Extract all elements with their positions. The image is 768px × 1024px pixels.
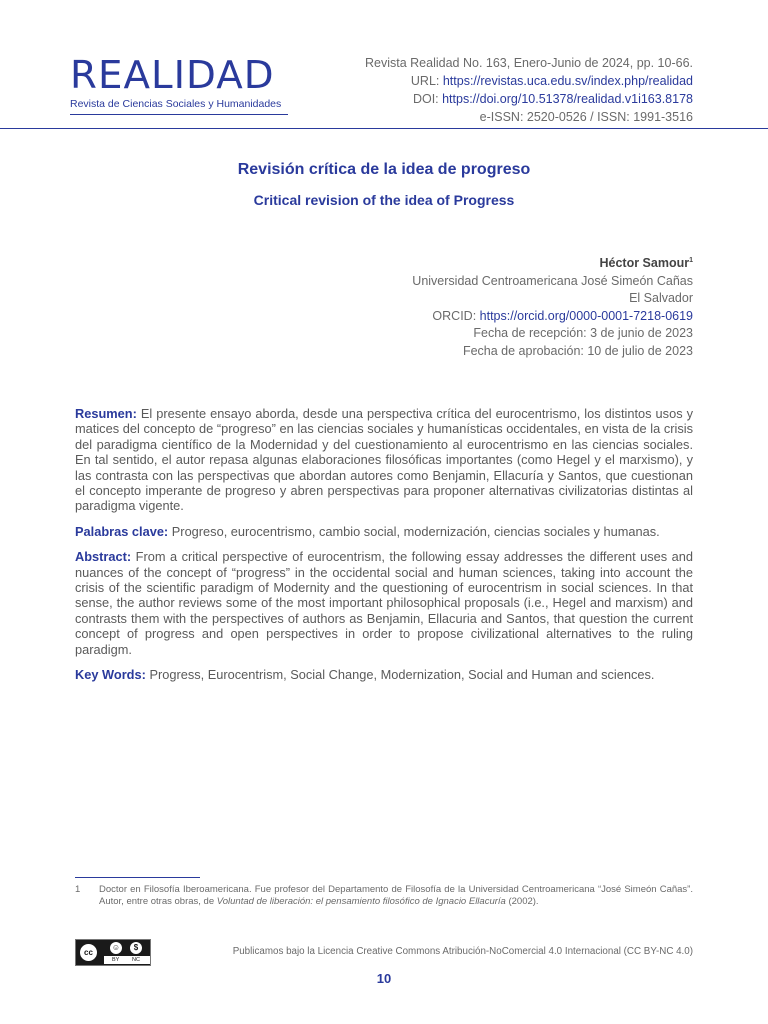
abstract-label: Abstract: [75,549,132,565]
approved-date: Fecha de aprobación: 10 de julio de 2023 [462,343,693,358]
journal-url-link[interactable]: https://revistas.uca.edu.sv/index.php/realidad [442,74,693,88]
article-subtitle: Critical revision of the idea of Progress [253,192,515,208]
resumen-text: El presente ensayo aborda, desde una perspectiva crítica del eurocentrismo, los distintos usos y matices del concepto de “progreso” en las ciencias sociales y humanísticas occidentales, en vista de la crisis del paradigma científico de la Modernidad y del cuestionamiento al eurocentrismo en las ciencias sociales. En tal sentido, el autor repasa algunas elaboraciones filosóficas importantes (como Hegel y el marxismo), y las contrasta con las perspectivas que abordan autores como Benjamin, Ellacuría y Santos, que cuestionan el concepto imperante de progreso y abren perspectivas para proponer alternativas civilizatorias distintas al paradigma vigente. [75,406,693,514]
author-footnote-mark[interactable]: 1 [689,257,693,264]
received-date: Fecha de recepción: 3 de junio de 2023 [473,326,693,341]
license-text: Publicamos bajo la Licencia Creative Commons Atribución-NoComercial 4.0 Internacional (CC BY-NC 4.0) [232,946,693,957]
abstract-paragraph [75,549,693,657]
footnote-text-before: Doctor en Filosofía Iberoamericana. Fue profesor del Departamento de Filosofía de la Universidad Centroamericana “José Simeón Cañas”. Autor, entre otras obras, de [99,884,693,907]
palabras-clave-paragraph [75,524,693,539]
logo-subtitle: Revista de Ciencias Sociales y Humanidades [70,98,282,110]
cc-label-strip [104,956,150,964]
cc-icon: cc [78,942,99,963]
attribution-icon: ☺ [111,943,121,952]
cc-by-label: BY [112,957,120,963]
palabras-clave-label: Palabras clave: [75,523,169,539]
author-country: El Salvador [629,291,693,306]
cc-nc-label: NC [132,957,140,963]
journal-logo [70,52,290,115]
orcid-link[interactable]: https://orcid.org/0000-0001-7218-0619 [479,308,693,323]
orcid-line [412,308,693,326]
logo-wordmark: REALIDAD [70,53,275,97]
logo-underline [70,114,288,115]
author-block [412,252,693,360]
footnote-text-after: (2002). [505,895,539,907]
keywords-label: Key Words: [75,667,146,683]
orcid-label: ORCID: [432,308,480,323]
footnote-text [99,884,693,908]
header-divider [0,128,768,129]
url-label: URL: [410,74,443,88]
palabras-clave-text: Progreso, eurocentrismo, cambio social, modernización, ciencias sociales y humanas. [171,523,660,539]
url-line [365,72,693,90]
author-name: Héctor Samour [599,256,690,271]
author-affiliation: Universidad Centroamericana José Simeón Cañas [412,273,693,288]
abstract-text: From a critical perspective of eurocentrism, the following essay addresses the different uses and nuances of the concept of “progress” in the occidental social and human sciences, taking into account the crisis of the scientific paradigm of Modernity and the questioning of eurocentrism in social sciences. In that sense, the author reviews some of the most important philosophical proposals (i.e., Hegel and marxism) and contrasts them with the perspectives of authors as Benjamin, Ellacuria and Santos, that question the current concept of progress and open perspectives in order to propose civilizational alternatives to the ruling paradigm. [75,549,693,657]
footnote-number: 1 [75,884,81,895]
resumen-label: Resumen: [75,406,137,421]
footnote-divider [75,877,200,878]
doi-line [365,90,693,108]
citation-line: Revista Realidad No. 163, Enero-Junio de 2024, pp. 10-66. [365,56,693,70]
keywords-text: Progress, Eurocentrism, Social Change, Modernization, Social and Human and sciences. [149,667,655,683]
footnote [75,884,693,908]
keywords-paragraph [75,667,693,682]
cc-icon-row [104,942,150,956]
abstract-section [75,406,693,693]
article-title: Revisión crítica de la idea de progreso [237,161,531,178]
noncommercial-icon: $ [130,942,142,954]
resumen-paragraph [75,406,693,514]
doi-link[interactable]: https://doi.org/10.51378/realidad.v1i163.8178 [442,92,693,106]
doi-label: DOI: [412,92,443,106]
cc-license-badge[interactable] [75,939,151,966]
page-number: 10 [376,971,392,986]
issn-line: e-ISSN: 2520-0526 / ISSN: 1991-3516 [479,110,693,124]
header-metadata [365,54,693,126]
footnote-book-title: Voluntad de liberación: el pensamiento filosófico de Ignacio Ellacuría [216,895,506,907]
author-name-line [412,252,693,273]
